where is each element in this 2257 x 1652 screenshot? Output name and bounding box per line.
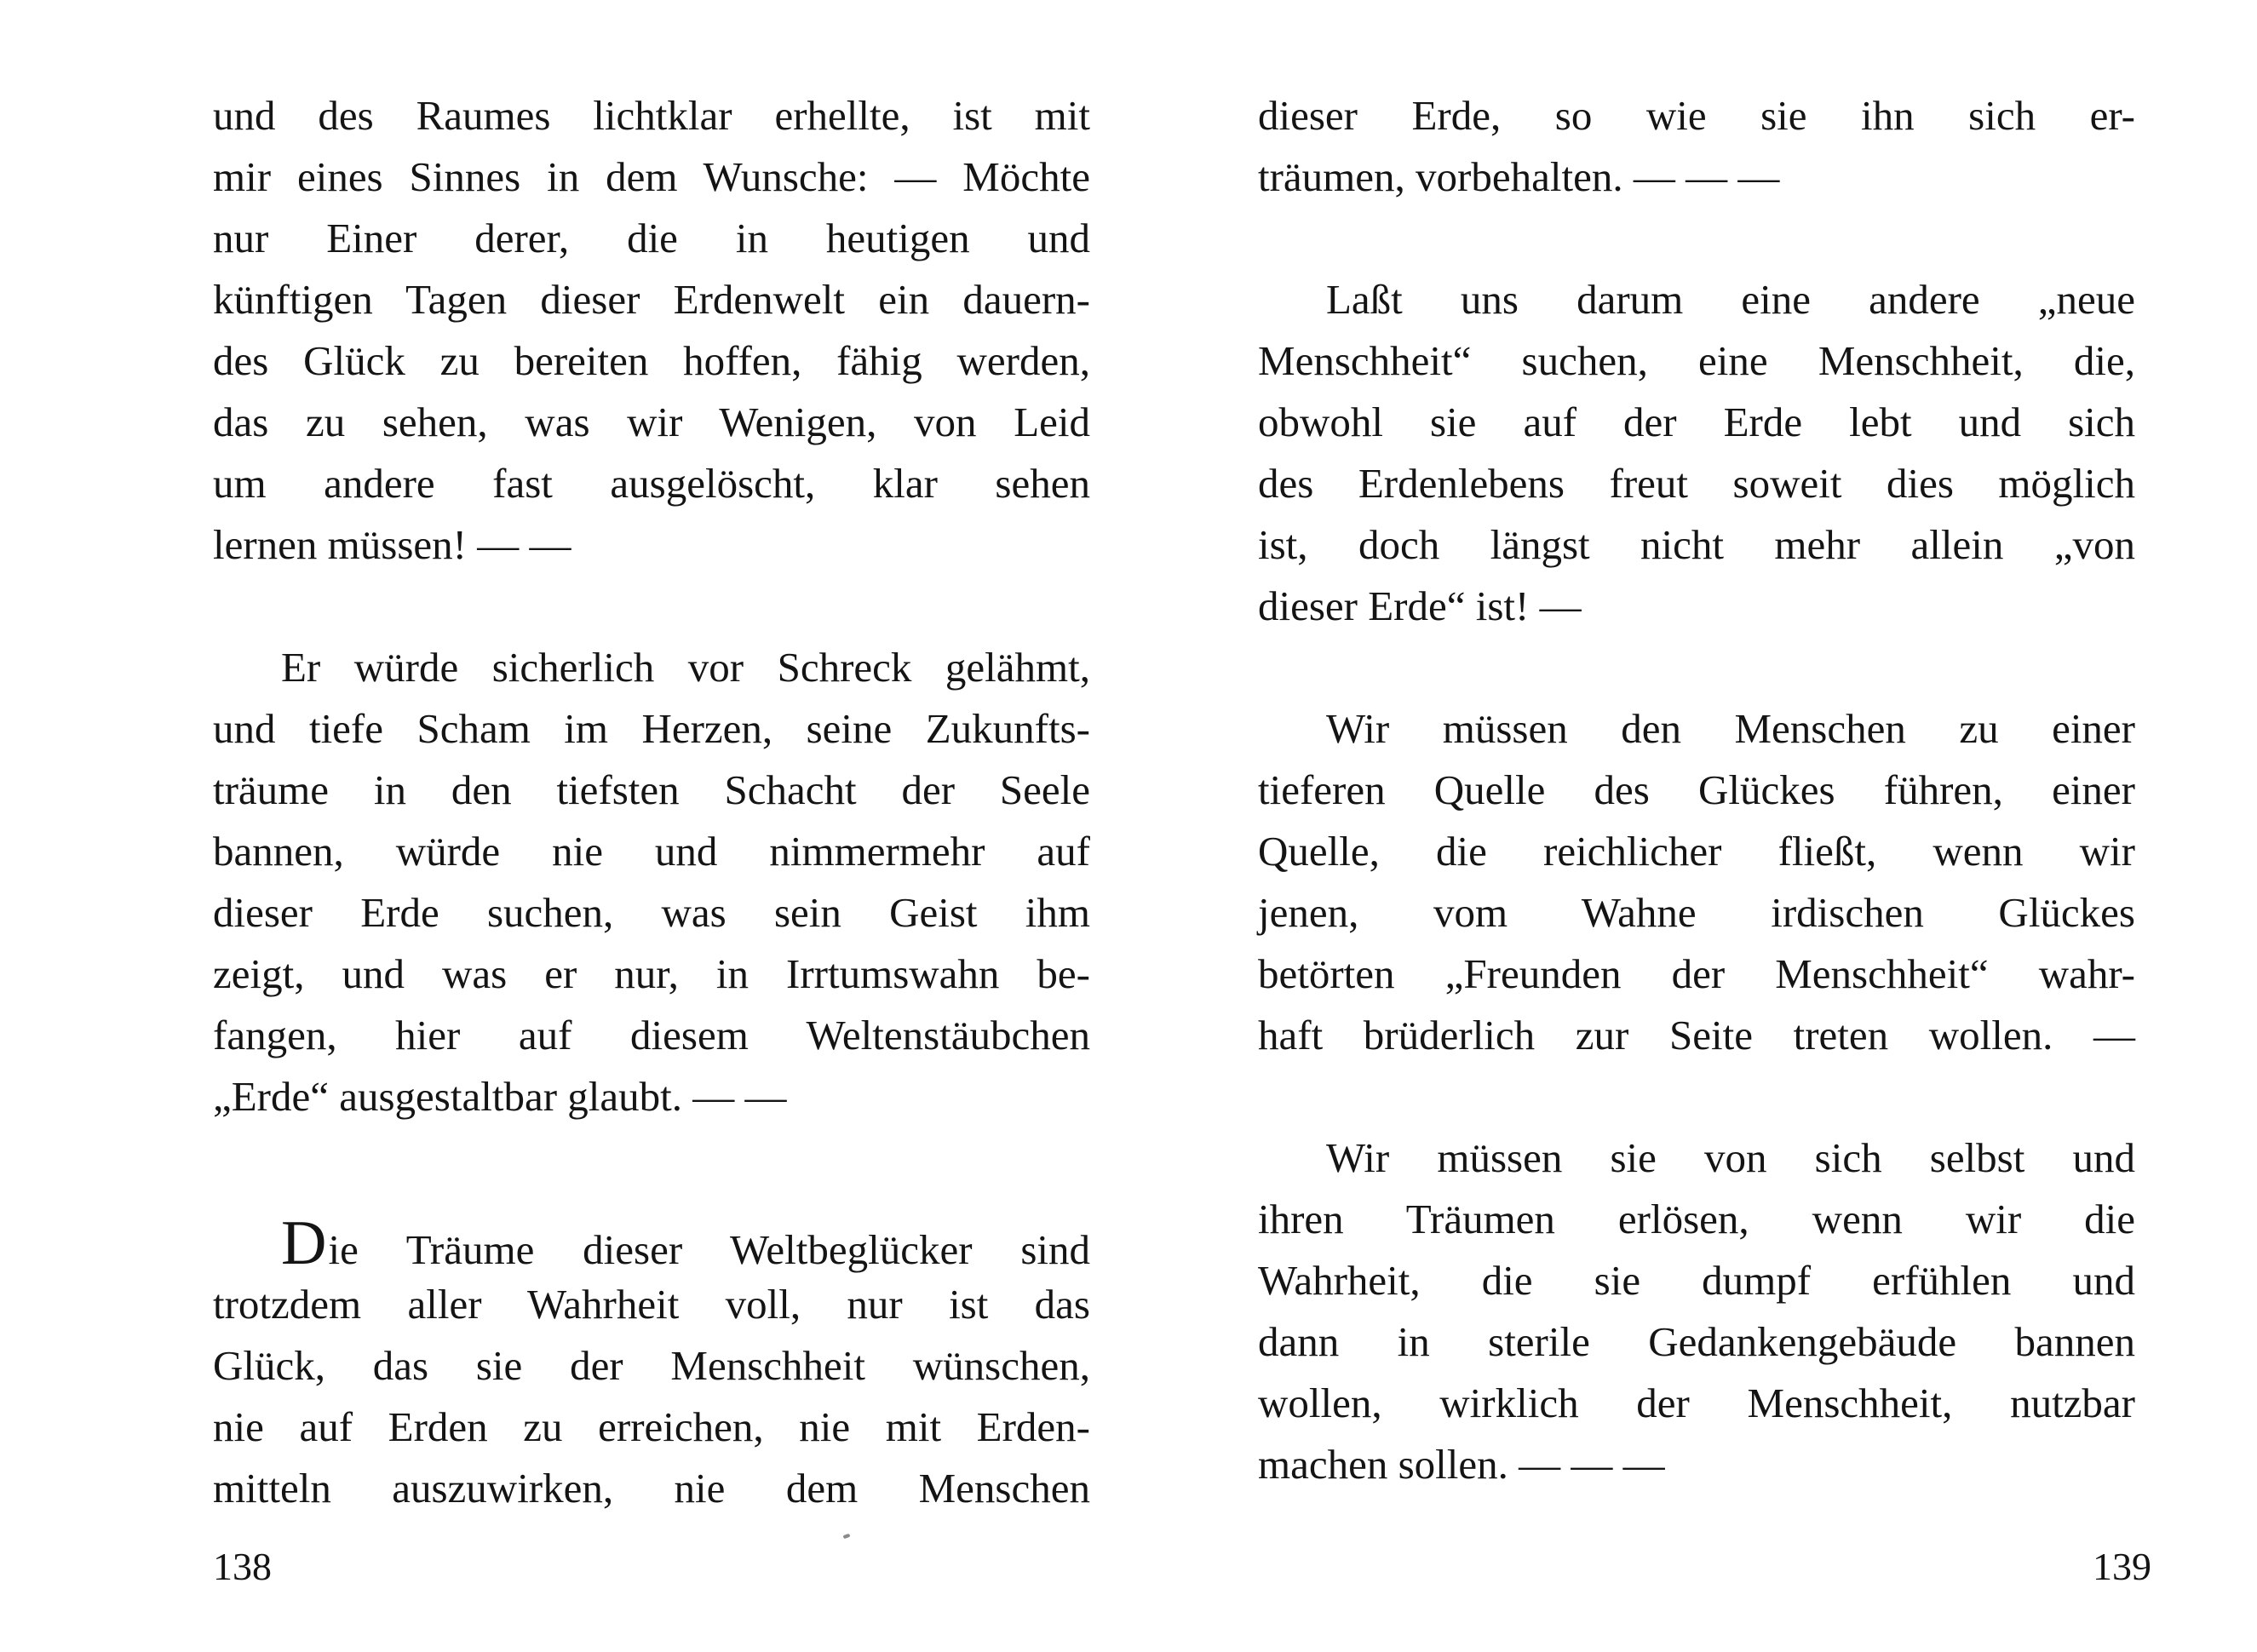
text-line: zeigt, und was er nur, in Irrtumswahn be- bbox=[213, 950, 1090, 997]
left-paragraph-1 bbox=[213, 85, 1090, 576]
right-page-text-column bbox=[1258, 85, 2135, 1495]
text-line: Quelle, die reichlicher fließt, wenn wir bbox=[1258, 828, 2135, 875]
text-line: Er würde sicherlich vor Schreck gelähmt, bbox=[281, 644, 1090, 691]
text-line: haft brüderlich zur Seite treten wollen. — bbox=[1258, 1012, 2135, 1058]
left-paragraph-2 bbox=[213, 637, 1090, 1127]
right-paragraph-1 bbox=[1258, 85, 2135, 208]
text-line: „Erde“ ausgestaltbar glaubt. — — bbox=[213, 1073, 787, 1120]
text-line: dieser Erde suchen, was sein Geist ihm bbox=[213, 889, 1090, 936]
text-line: mir eines Sinnes in dem Wunsche: — Möchte bbox=[213, 153, 1090, 200]
text-line: obwohl sie auf der Erde lebt und sich bbox=[1258, 399, 2135, 445]
paragraph-spacer bbox=[1258, 1066, 2135, 1127]
text-line: tieferen Quelle des Glückes führen, einer bbox=[1258, 766, 2135, 813]
text-line: Glück, das sie der Menschheit wünschen, bbox=[213, 1342, 1090, 1389]
text-line: ist, doch längst nicht mehr allein „von bbox=[1258, 521, 2135, 568]
print-speck bbox=[843, 1534, 851, 1539]
text-line: nur Einer derer, die in heutigen und bbox=[213, 215, 1090, 261]
text-line: wollen, wirklich der Menschheit, nutzbar bbox=[1258, 1380, 2135, 1426]
text-line: dieser Erde“ ist! — bbox=[1258, 582, 1582, 629]
page-number: 138 bbox=[213, 1545, 272, 1588]
text-line: um andere fast ausgelöscht, klar sehen bbox=[213, 460, 1090, 507]
right-paragraph-2 bbox=[1258, 269, 2135, 637]
paragraph-spacer bbox=[213, 1127, 1090, 1213]
left-paragraph-3 bbox=[213, 1208, 1090, 1519]
text-line: träumen, vorbehalten. — — — bbox=[1258, 153, 1780, 200]
text-line: fangen, hier auf diesem Weltenstäubchen bbox=[213, 1012, 1090, 1058]
text-line: bannen, würde nie und nimmermehr auf bbox=[213, 828, 1090, 875]
text-line: träume in den tiefsten Schacht der Seele bbox=[213, 766, 1090, 813]
text-line: Menschheit“ suchen, eine Menschheit, die, bbox=[1258, 337, 2135, 384]
right-page bbox=[1128, 0, 2257, 1652]
text-line: nie auf Erden zu erreichen, nie mit Erden- bbox=[213, 1403, 1090, 1450]
text-line: dieser Erde, so wie sie ihn sich er- bbox=[1258, 92, 2135, 139]
text-line: und tiefe Scham im Herzen, seine Zukunfts- bbox=[213, 705, 1090, 752]
left-page-text-column bbox=[213, 85, 1090, 1519]
dropcap-letter: D bbox=[281, 1208, 327, 1278]
text-line: machen sollen. — — — bbox=[1258, 1441, 1665, 1488]
text-line: dann in sterile Gedankengebäude bannen bbox=[1258, 1318, 2135, 1365]
text-line: Laßt uns darum eine andere „neue bbox=[1326, 276, 2135, 323]
text-line: des Glück zu bereiten hoffen, fähig werden, bbox=[213, 337, 1090, 384]
paragraph-spacer bbox=[213, 576, 1090, 637]
paragraph-spacer bbox=[1258, 637, 2135, 698]
dropcap-line-rest: ie Träume dieser Weltbeglücker sind bbox=[328, 1226, 1090, 1273]
text-line: mitteln auszuwirken, nie dem Menschen bbox=[213, 1465, 1090, 1511]
text-line: Wir müssen den Menschen zu einer bbox=[1326, 705, 2135, 752]
text-line: und des Raumes lichtklar erhellte, ist mit bbox=[213, 92, 1090, 139]
text-line: ihren Träumen erlösen, wenn wir die bbox=[1258, 1196, 2135, 1242]
text-line: trotzdem aller Wahrheit voll, nur ist das bbox=[213, 1281, 1090, 1328]
text-line: Wahrheit, die sie dumpf erfühlen und bbox=[1258, 1257, 2135, 1304]
text-line: Wir müssen sie von sich selbst und bbox=[1326, 1134, 2135, 1181]
left-page bbox=[0, 0, 1128, 1652]
page-number: 139 bbox=[2093, 1545, 2151, 1588]
text-line: betörten „Freunden der Menschheit“ wahr- bbox=[1258, 950, 2135, 997]
text-line: lernen müssen! — — bbox=[213, 521, 571, 568]
right-paragraph-3 bbox=[1258, 698, 2135, 1066]
text-line-with-dropcap bbox=[213, 1208, 1090, 1278]
text-line: des Erdenlebens freut soweit dies möglich bbox=[1258, 460, 2135, 507]
paragraph-spacer bbox=[1258, 208, 2135, 269]
text-line: das zu sehen, was wir Wenigen, von Leid bbox=[213, 399, 1090, 445]
text-line: jenen, vom Wahne irdischen Glückes bbox=[1258, 889, 2135, 936]
right-paragraph-4 bbox=[1258, 1127, 2135, 1495]
text-line: künftigen Tagen dieser Erdenwelt ein dauern- bbox=[213, 276, 1090, 323]
